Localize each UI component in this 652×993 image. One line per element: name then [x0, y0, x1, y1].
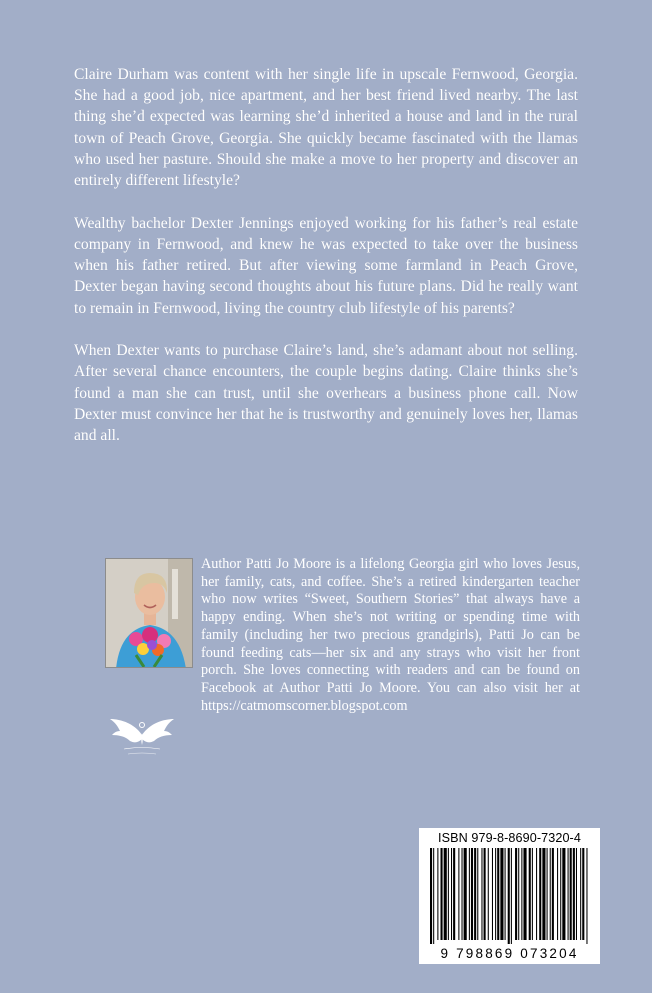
- barcode-bar: [511, 848, 512, 944]
- barcode-bar: [497, 848, 499, 940]
- barcode-bar: [451, 848, 452, 940]
- barcode-bar: [562, 848, 565, 940]
- barcode-bar: [523, 848, 526, 940]
- barcode-bar: [570, 848, 572, 940]
- barcode-bar: [560, 848, 561, 940]
- blurb-paragraph-1: Claire Durham was content with her single life in upscale Fernwood, Georgia. She had a good job, nice apartment, and her best friend lived nearby. The last thing she’d expected was learning she’d inherited a house and land in the rural town of Peach Grove, Georgia. She quickly became fascinated with the llamas who used her pasture. Should she make a move to her property and discover an entirely different lifestyle?: [74, 66, 578, 190]
- barcode-bar: [495, 848, 496, 940]
- barcode-bar: [481, 848, 482, 940]
- publisher-logo: [106, 713, 178, 763]
- barcode-bars: [430, 848, 589, 944]
- barcode-bar: [515, 848, 517, 940]
- back-cover-blurb: [74, 64, 578, 468]
- barcode-bar: [469, 848, 470, 940]
- barcode-bar: [586, 848, 587, 944]
- barcode-bar: [580, 848, 581, 940]
- barcode-bar: [464, 848, 467, 940]
- barcode-bar: [484, 848, 486, 940]
- barcode-bar: [471, 848, 473, 940]
- winged-logo-icon: [106, 713, 178, 763]
- isbn-label: ISBN 979-8-8690-7320-4: [438, 831, 581, 845]
- barcode-bar: [448, 848, 449, 940]
- barcode-bar: [518, 848, 519, 940]
- barcode-bar: [437, 848, 438, 940]
- barcode-bar: [529, 848, 531, 940]
- barcode-bar: [492, 848, 493, 940]
- barcode-bar: [430, 848, 432, 944]
- barcode-bar: [532, 848, 533, 940]
- isbn-barcode: [419, 828, 600, 964]
- barcode-bar: [508, 848, 510, 944]
- barcode-bar: [568, 848, 569, 940]
- blurb-paragraph-2: Wealthy bachelor Dexter Jennings enjoyed working for his father’s real estate company in Fernwood, and knew he was expected to take over the business when his father retired. But after viewing some farmland in Peach Grove, Dexter began having second thoughts about his future plans. Did he really want to remain in Fernwood, living the country club lifestyle of his parents?: [74, 214, 578, 317]
- blurb-paragraph-3: When Dexter wants to purchase Claire’s land, she’s adamant about not selling. After several chance encounters, the couple begins dating. Claire thinks she’s found a man she can trust, until she overhears a business phone call. Now Dexter must convince her that he is trustworthy and genuinely loves her, llamas and all.: [74, 342, 578, 445]
- barcode-bar: [505, 848, 506, 940]
- barcode-bar: [462, 848, 463, 940]
- barcode-bar: [488, 848, 489, 940]
- barcode-bar: [441, 848, 443, 940]
- barcode-bar: [477, 848, 478, 940]
- barcode-bar: [521, 848, 522, 940]
- barcode-bar: [550, 848, 551, 940]
- barcode-bar: [500, 848, 503, 940]
- barcode-bar: [539, 848, 541, 940]
- author-photo: [105, 558, 193, 668]
- barcode-bar: [444, 848, 447, 940]
- barcode-bar: [582, 848, 584, 940]
- barcode-bar: [576, 848, 577, 940]
- author-bio: Author Patti Jo Moore is a lifelong Georgia girl who loves Jesus, her family, cats, and coffee. She’s a retired kindergarten teacher who now writes “Sweet, Southern Stories” that always have a happy ending. When she’s not writing or spending time with family (including her two precious grandgirls), Patti Jo can be found feeding cats—her six and any strays who visit her front porch. She loves connecting with readers and can be found on Facebook at Author Patti Jo Moore. You can also visit her at https://catmomscorner.blogspot.com: [201, 556, 580, 714]
- barcode-bar: [542, 848, 545, 940]
- barcode-bar: [573, 848, 575, 940]
- barcode-bar: [557, 848, 558, 940]
- barcode-digits: 9 798869 073204: [440, 946, 579, 961]
- barcode-bar: [547, 848, 548, 940]
- barcode-bar: [453, 848, 455, 940]
- barcode-bar: [552, 848, 554, 940]
- barcode-bar: [433, 848, 434, 944]
- barcode-bar: [536, 848, 537, 940]
- barcode-bar: [458, 848, 459, 940]
- barcode-bar: [474, 848, 476, 940]
